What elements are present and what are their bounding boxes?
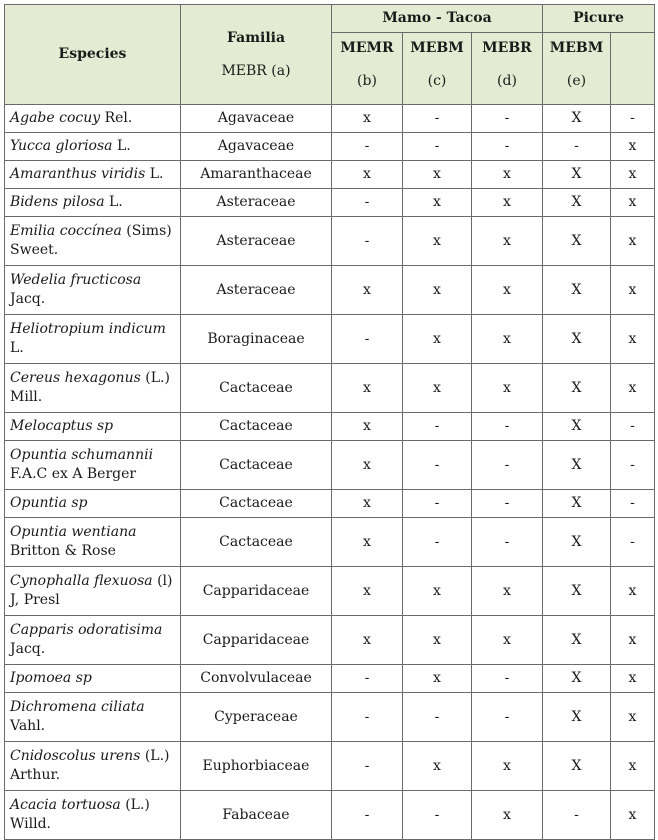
header-col-3	[472, 33, 543, 105]
presence-cell: -	[403, 791, 472, 840]
presence-cell: X	[543, 189, 611, 217]
presence-cell: -	[611, 413, 655, 441]
presence-cell: -	[332, 693, 403, 742]
header-familia	[181, 5, 332, 105]
species-author: L.	[145, 166, 164, 182]
presence-cell: x	[403, 266, 472, 315]
species-name: Ipomoea sp	[10, 670, 92, 686]
presence-cell: -	[332, 217, 403, 266]
presence-cell: x	[332, 567, 403, 616]
presence-cell: x	[332, 413, 403, 441]
presence-cell: x	[472, 189, 543, 217]
presence-cell: x	[332, 364, 403, 413]
species-cell	[5, 791, 181, 840]
species-name: Heliotropium indicum	[10, 321, 166, 337]
familia-cell: Cactaceae	[181, 413, 332, 441]
presence-cell: X	[543, 266, 611, 315]
presence-cell: -	[403, 518, 472, 567]
header-group-mamo-tacoa: Mamo - Tacoa	[332, 5, 543, 33]
species-author-line2: F.A.C ex A Berger	[10, 466, 137, 482]
species-name: Opuntia sp	[10, 495, 88, 511]
familia-cell: Agavaceae	[181, 133, 332, 161]
species-author-line2: Mill.	[10, 389, 43, 405]
table-row	[5, 266, 655, 315]
presence-cell: x	[611, 364, 655, 413]
familia-cell: Euphorbiaceae	[181, 742, 332, 791]
species-author: Rel.	[100, 110, 133, 126]
header-familia-sub: MEBR (a)	[221, 62, 291, 79]
presence-cell: -	[611, 105, 655, 133]
presence-cell: x	[332, 105, 403, 133]
presence-cell: x	[472, 567, 543, 616]
familia-cell: Asteraceae	[181, 217, 332, 266]
table-row	[5, 413, 655, 441]
presence-cell: X	[543, 742, 611, 791]
species-author: (l)	[152, 573, 173, 589]
presence-cell: x	[332, 616, 403, 665]
table-row	[5, 441, 655, 490]
header-group-picure: Picure	[543, 5, 655, 33]
species-author: (L.)	[120, 797, 150, 813]
table-row	[5, 616, 655, 665]
header-col-name: MEBR	[482, 40, 532, 56]
presence-cell: x	[472, 161, 543, 189]
presence-cell: x	[611, 133, 655, 161]
species-author: L.	[112, 138, 131, 154]
species-cell	[5, 266, 181, 315]
header-col-1	[332, 33, 403, 105]
species-name: Emilia coccínea	[10, 223, 122, 239]
header-col-5	[611, 33, 655, 105]
presence-cell: x	[332, 518, 403, 567]
table-row	[5, 567, 655, 616]
familia-cell: Fabaceae	[181, 791, 332, 840]
species-cell	[5, 217, 181, 266]
species-author-line2: Jacq.	[10, 641, 46, 657]
presence-cell: x	[611, 567, 655, 616]
presence-cell: -	[332, 742, 403, 791]
species-name: Agabe cocuy	[10, 110, 101, 126]
species-cell	[5, 315, 181, 364]
species-name: Opuntia wentiana	[10, 524, 137, 540]
species-name: Cynophalla flexuosa	[10, 573, 153, 589]
presence-cell: x	[403, 189, 472, 217]
familia-cell: Capparidaceae	[181, 616, 332, 665]
header-especies: Especies	[5, 5, 181, 105]
presence-cell: -	[472, 490, 543, 518]
header-col-code: (d)	[497, 73, 517, 89]
presence-cell: x	[611, 217, 655, 266]
presence-cell: -	[403, 105, 472, 133]
presence-cell: x	[611, 315, 655, 364]
presence-cell: -	[611, 490, 655, 518]
presence-cell: x	[403, 161, 472, 189]
presence-cell: x	[403, 217, 472, 266]
species-author-line2: J, Presl	[10, 592, 60, 608]
presence-cell: X	[543, 315, 611, 364]
species-cell	[5, 567, 181, 616]
presence-cell: -	[403, 441, 472, 490]
species-cell	[5, 364, 181, 413]
presence-cell: x	[472, 742, 543, 791]
species-name: Amaranthus viridis	[10, 166, 146, 182]
familia-cell: Cactaceae	[181, 490, 332, 518]
presence-cell: -	[472, 105, 543, 133]
species-author-line2: Willd.	[10, 816, 51, 832]
presence-cell: -	[472, 665, 543, 693]
presence-cell: -	[403, 490, 472, 518]
species-name: Melocaptus sp	[10, 418, 114, 434]
presence-cell: -	[403, 133, 472, 161]
species-author: (Sims)	[121, 223, 172, 239]
species-name: Acacia tortuosa	[10, 797, 121, 813]
species-author-line2: Vahl.	[10, 718, 46, 734]
species-cell	[5, 665, 181, 693]
table-body	[5, 105, 655, 840]
species-author-line2: Sweet.	[10, 242, 59, 258]
species-cell	[5, 413, 181, 441]
presence-cell: x	[472, 217, 543, 266]
familia-cell: Cactaceae	[181, 518, 332, 567]
presence-cell: X	[543, 413, 611, 441]
species-name: Yucca gloriosa	[10, 138, 113, 154]
familia-cell: Cyperaceae	[181, 693, 332, 742]
header-col-code: (b)	[357, 73, 377, 89]
species-cell	[5, 518, 181, 567]
species-author: (L.)	[140, 370, 170, 386]
presence-cell: -	[332, 189, 403, 217]
presence-cell: x	[611, 161, 655, 189]
presence-cell: x	[472, 364, 543, 413]
species-author-line2: Arthur.	[10, 767, 61, 783]
presence-cell: X	[543, 441, 611, 490]
species-cell	[5, 742, 181, 791]
presence-cell: x	[611, 665, 655, 693]
presence-cell: X	[543, 518, 611, 567]
presence-cell: -	[332, 315, 403, 364]
presence-cell: -	[543, 791, 611, 840]
header-col-code: (c)	[427, 73, 447, 89]
presence-cell: x	[403, 616, 472, 665]
species-table	[4, 4, 655, 840]
presence-cell: x	[611, 189, 655, 217]
table-row	[5, 217, 655, 266]
species-name: Cnidoscolus urens	[10, 748, 141, 764]
table-row	[5, 742, 655, 791]
presence-cell: -	[403, 413, 472, 441]
familia-cell: Convolvulaceae	[181, 665, 332, 693]
species-author: (L.)	[140, 748, 170, 764]
species-name: Dichromena ciliata	[10, 699, 145, 715]
presence-cell: x	[611, 742, 655, 791]
presence-cell: X	[543, 616, 611, 665]
presence-cell: -	[472, 413, 543, 441]
header-familia-label: Familia	[226, 29, 286, 46]
familia-cell: Amaranthaceae	[181, 161, 332, 189]
familia-cell: Capparidaceae	[181, 567, 332, 616]
familia-cell: Boraginaceae	[181, 315, 332, 364]
table-row	[5, 665, 655, 693]
presence-cell: -	[472, 518, 543, 567]
presence-cell: X	[543, 490, 611, 518]
species-cell	[5, 441, 181, 490]
presence-cell: -	[611, 441, 655, 490]
species-author-line2: L.	[10, 340, 24, 356]
header-col-name: MEBM	[410, 40, 464, 56]
familia-cell: Asteraceae	[181, 189, 332, 217]
presence-cell: -	[332, 133, 403, 161]
presence-cell: x	[611, 266, 655, 315]
presence-cell: X	[543, 567, 611, 616]
species-author-line2: Jacq.	[10, 291, 46, 307]
presence-cell: -	[472, 133, 543, 161]
species-name: Bidens pilosa	[10, 194, 105, 210]
header-col-2	[403, 33, 472, 105]
familia-cell: Cactaceae	[181, 364, 332, 413]
familia-cell: Asteraceae	[181, 266, 332, 315]
presence-cell: x	[611, 791, 655, 840]
presence-cell: x	[611, 693, 655, 742]
presence-cell: -	[472, 693, 543, 742]
presence-cell: -	[403, 693, 472, 742]
species-cell	[5, 189, 181, 217]
presence-cell: X	[543, 665, 611, 693]
presence-cell: -	[543, 133, 611, 161]
species-cell	[5, 105, 181, 133]
species-name: Wedelia fructicosa	[10, 272, 142, 288]
table-row	[5, 189, 655, 217]
species-cell	[5, 616, 181, 665]
presence-cell: x	[472, 616, 543, 665]
familia-cell: Cactaceae	[181, 441, 332, 490]
table-row	[5, 133, 655, 161]
table-row	[5, 364, 655, 413]
species-cell	[5, 161, 181, 189]
species-name: Cereus hexagonus	[10, 370, 141, 386]
species-cell	[5, 490, 181, 518]
presence-cell: -	[332, 665, 403, 693]
presence-cell: x	[472, 791, 543, 840]
presence-cell: X	[543, 161, 611, 189]
species-name: Capparis odoratisima	[10, 622, 163, 638]
presence-cell: X	[543, 105, 611, 133]
presence-cell: X	[543, 217, 611, 266]
presence-cell: x	[332, 266, 403, 315]
header-col-name: MEBM	[549, 40, 604, 56]
species-cell	[5, 693, 181, 742]
table-row	[5, 490, 655, 518]
presence-cell: x	[332, 441, 403, 490]
presence-cell: x	[403, 364, 472, 413]
species-author: L.	[104, 194, 123, 210]
table-header	[5, 5, 655, 105]
presence-cell: -	[472, 441, 543, 490]
presence-cell: -	[611, 518, 655, 567]
species-cell	[5, 133, 181, 161]
presence-cell: x	[403, 567, 472, 616]
table-row	[5, 105, 655, 133]
familia-cell: Agavaceae	[181, 105, 332, 133]
presence-cell: X	[543, 364, 611, 413]
presence-cell: -	[332, 791, 403, 840]
presence-cell: x	[332, 490, 403, 518]
presence-cell: x	[332, 161, 403, 189]
header-col-4	[543, 33, 611, 105]
presence-cell: x	[472, 266, 543, 315]
species-name: Opuntia schumannii	[10, 447, 154, 463]
table-row	[5, 791, 655, 840]
table-row	[5, 693, 655, 742]
presence-cell: X	[543, 693, 611, 742]
presence-cell: x	[403, 315, 472, 364]
header-col-name: MEMR	[340, 40, 394, 56]
presence-cell: x	[472, 315, 543, 364]
table-row	[5, 518, 655, 567]
species-author-line2: Britton & Rose	[10, 543, 116, 559]
table-row	[5, 161, 655, 189]
presence-cell: x	[403, 742, 472, 791]
header-col-code: (e)	[566, 73, 587, 89]
presence-cell: x	[611, 616, 655, 665]
table-row	[5, 315, 655, 364]
presence-cell: x	[403, 665, 472, 693]
